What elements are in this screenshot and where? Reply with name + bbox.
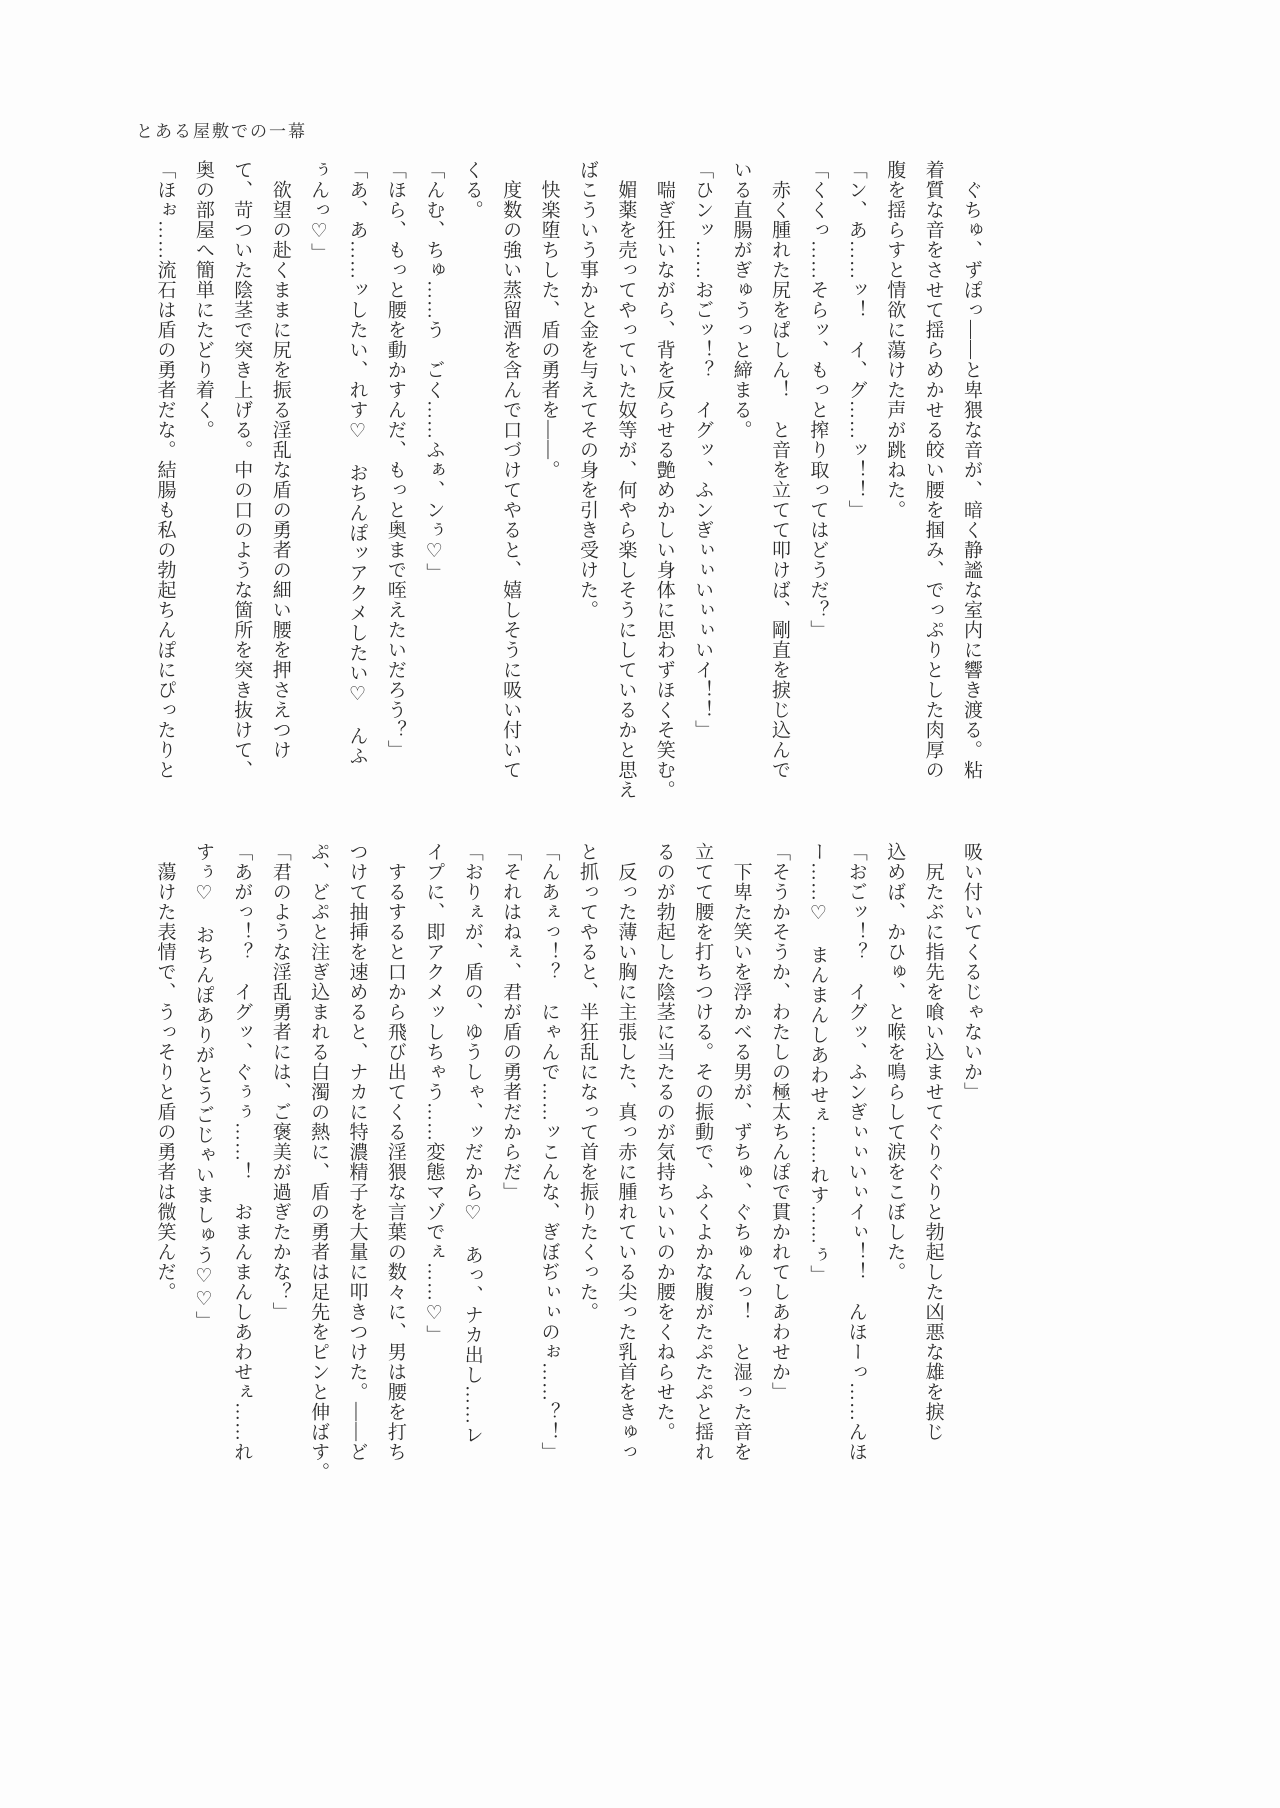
text-line: 喘ぎ狂いながら、背を反らせる艶めかしい身体に思わずほくそ笑む。 bbox=[653, 160, 675, 800]
text-line: 「くくっ……そらッ、もっと搾り取ってはどうだ？」 bbox=[807, 160, 829, 640]
text-line: 「んむ、ちゅ……う ごく……ふぁ、ンぅ♡」 bbox=[423, 160, 445, 583]
text-line: 欲望の赴くままに尻を振る淫乱な盾の勇者の細い腰を押さえつけ bbox=[269, 160, 291, 760]
text-line: 「そうかそうか、わたしの極太ちんぽで貫かれてしあわせか」 bbox=[768, 842, 790, 1402]
text-line: 立てて腰を打ちつける。その振動で、ふくよかな腹がたぷたぷと揺れ bbox=[692, 842, 714, 1462]
text-line: 「ひンッ……おごッ！？ イグッ、ふンぎぃぃいぃぃいイ！！」 bbox=[692, 160, 714, 740]
text-line: て、苛ついた陰茎で突き上げる。中の口のような箇所を突き抜けて、 bbox=[231, 160, 253, 780]
text-line: 「んあぇっ！？ にゃんで……ッこんな、ぎぼぢぃぃのぉ……？！」 bbox=[538, 842, 560, 1462]
text-line: 反った薄い胸に主張した、真っ赤に腫れている尖った乳首をきゅっ bbox=[615, 842, 637, 1462]
text-block-top bbox=[145, 160, 990, 808]
text-line: 「あ、あ……ッしたい、れす♡ おちんぽッアクメしたい♡ んふ bbox=[346, 160, 368, 766]
text-line: するすると口から飛び出てくる淫猥な言葉の数々に、男は腰を打ち bbox=[384, 842, 406, 1462]
text-line: るのが勃起した陰茎に当たるのが気持ちいいのか腰をくねらせた。 bbox=[653, 842, 675, 1442]
page-title: とある屋敷での一幕 bbox=[136, 122, 307, 141]
text-line: 蕩けた表情で、うっそりと盾の勇者は微笑んだ。 bbox=[154, 842, 176, 1302]
text-line: イプに、即アクメッしちゃう……変態マゾでぇ……♡」 bbox=[423, 842, 445, 1345]
text-line: 「おりぇが、盾の、ゆうしゃ、ッだから♡ あっ、ナカ出し……レ bbox=[461, 842, 483, 1445]
text-block-bottom bbox=[145, 842, 990, 1490]
text-line: 快楽堕ちした、盾の勇者を――。 bbox=[538, 160, 560, 480]
text-line: すぅ♡ おちんぽありがとうごじゃいましゅう♡♡」 bbox=[192, 842, 214, 1331]
text-line: 「ほぉ……流石は盾の勇者だな。結腸も私の勃起ちんぽにぴったりと bbox=[154, 160, 176, 780]
text-line: ー……♡ まんまんしあわせぇ……れす……ぅ」 bbox=[807, 842, 829, 1285]
text-line: 「ン、あ……ッ！ イ、グ……ッ！！」 bbox=[845, 160, 867, 520]
text-line: 奥の部屋へ簡単にたどり着く。 bbox=[192, 160, 214, 440]
text-line: と抓ってやると、半狂乱になって首を振りたくった。 bbox=[576, 842, 598, 1322]
text-line: ばこういう事かと金を与えてその身を引き受けた。 bbox=[576, 160, 598, 620]
text-line: 「あがっ！？ イグッ、ぐぅぅ……！ おまんまんしあわせぇ……れ bbox=[231, 842, 253, 1462]
text-line: 「それはねぇ、君が盾の勇者だからだ」 bbox=[500, 842, 522, 1202]
text-line: ぐちゅ、ずぽっ――と卑猥な音が、暗く静謐な室内に響き渡る。粘 bbox=[961, 160, 982, 780]
text-line: 下卑た笑いを浮かべる男が、ずちゅ、ぐちゅんっ！ と湿った音を bbox=[730, 842, 752, 1462]
text-line: 媚薬を売ってやっていた奴等が、何やら楽しそうにしているかと思え bbox=[615, 160, 637, 800]
text-line: 「君のような淫乱勇者には、ご褒美が過ぎたかな？」 bbox=[269, 842, 291, 1322]
text-line: 「ほら、もっと腰を動かすんだ、もっと奥まで咥えたいだろう？」 bbox=[384, 160, 406, 760]
text-line: 込めば、かひゅ、と喉を鳴らして涙をこぼした。 bbox=[884, 842, 906, 1282]
text-line: 「おごッ！？ イグッ、ふンぎぃぃいぃイぃ！！ んほーっ……んほ bbox=[845, 842, 867, 1462]
text-line: ぷ、どぷと注ぎ込まれる白濁の熱に、盾の勇者は足先をピンと伸ばす。 bbox=[308, 842, 330, 1482]
text-line: 尻たぶに指先を喰い込ませてぐりぐりと勃起した凶悪な雄を捩じ bbox=[922, 842, 944, 1442]
text-line: 赤く腫れた尻をぱしん！ と音を立てて叩けば、剛直を捩じ込んで bbox=[768, 160, 790, 780]
text-line: いる直腸がぎゅうっと締まる。 bbox=[730, 160, 752, 440]
text-line: 腹を揺らすと情欲に蕩けた声が跳ねた。 bbox=[884, 160, 906, 520]
text-line: くる。 bbox=[461, 160, 483, 220]
text-line: 吸い付いてくるじゃないか」 bbox=[961, 842, 982, 1102]
text-line: つけて抽挿を速めると、ナカに特濃精子を大量に叩きつけた。――ど bbox=[346, 842, 368, 1462]
text-line: 着質な音をさせて揺らめかせる皎い腰を掴み、でっぷりとした肉厚の bbox=[922, 160, 944, 780]
text-line: ぅんっ♡」 bbox=[308, 160, 330, 263]
text-line: 度数の強い蒸留酒を含んで口づけてやると、嬉しそうに吸い付いて bbox=[500, 160, 522, 780]
